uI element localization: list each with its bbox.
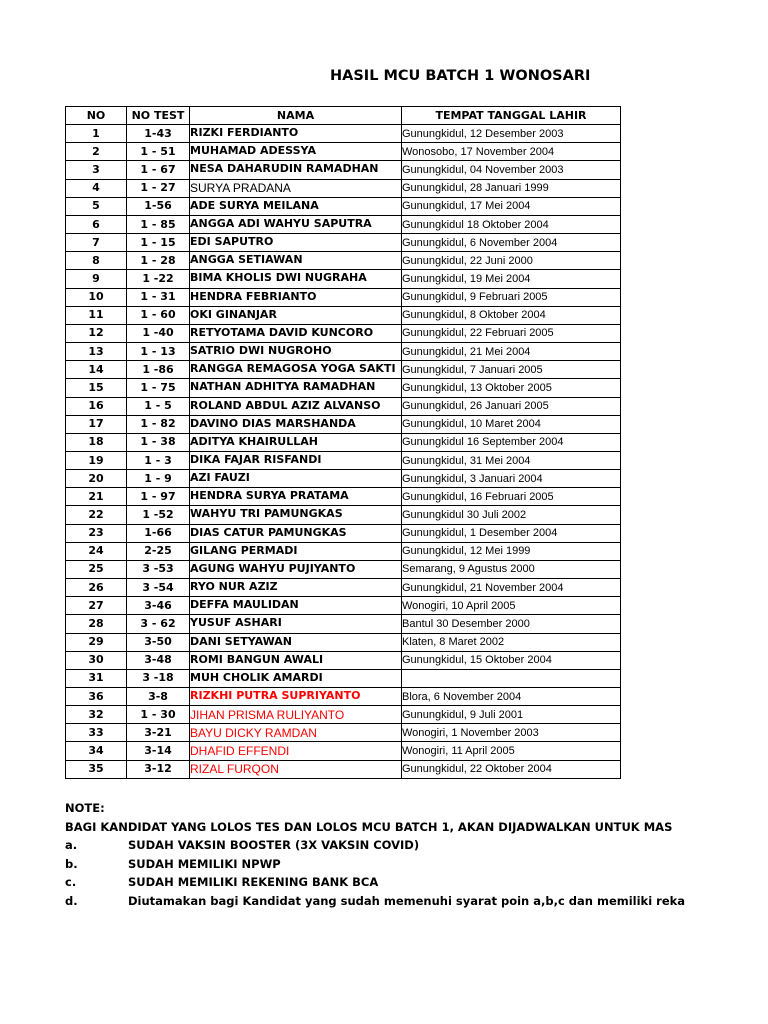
row-name: DEFFA MAULIDAN: [190, 597, 402, 615]
note-item-text: SUDAH VAKSIN BOOSTER (3X VAKSIN COVID): [128, 838, 420, 852]
row-name: ADITYA KHAIRULLAH: [190, 433, 402, 451]
row-no-test: 1 - 51: [127, 143, 190, 161]
row-name: RIZAL FURQON: [190, 760, 402, 778]
row-birth-place-date: Gunungkidul, 12 Desember 2003: [402, 125, 621, 143]
table-row: [66, 433, 621, 451]
table-row: [66, 397, 621, 415]
table-row: [66, 651, 621, 669]
row-name: RIZKI FERDIANTO: [190, 125, 402, 143]
note-item: [65, 873, 768, 892]
row-no: 2: [66, 143, 127, 161]
row-name: MUHAMAD ADESSYA: [190, 143, 402, 161]
row-no: 17: [66, 415, 127, 433]
row-no-test: 3 -53: [127, 560, 190, 578]
row-no: 5: [66, 197, 127, 215]
table-row: [66, 488, 621, 506]
row-name: DIAS CATUR PAMUNGKAS: [190, 524, 402, 542]
row-birth-place-date: Semarang, 9 Agustus 2000: [402, 560, 621, 578]
header-no-test: NO TEST: [127, 107, 190, 125]
row-no: 30: [66, 651, 127, 669]
row-no: 27: [66, 597, 127, 615]
row-no: 24: [66, 542, 127, 560]
table-header-row: [66, 107, 621, 125]
row-name: HENDRA SURYA PRATAMA: [190, 488, 402, 506]
row-birth-place-date: Wonogiri, 11 April 2005: [402, 742, 621, 760]
row-birth-place-date: Gunungkidul, 21 Mei 2004: [402, 343, 621, 361]
row-name: ANGGA ADI WAHYU SAPUTRA: [190, 215, 402, 233]
table-row: [66, 306, 621, 324]
row-birth-place-date: Gunungkidul, 31 Mei 2004: [402, 451, 621, 469]
row-no-test: 1 -40: [127, 324, 190, 342]
row-no: 18: [66, 433, 127, 451]
row-no: 11: [66, 306, 127, 324]
row-no: 25: [66, 560, 127, 578]
note-item-letter: c.: [65, 875, 77, 889]
notes-list: [65, 836, 768, 910]
row-no-test: 1-43: [127, 125, 190, 143]
row-birth-place-date: Gunungkidul, 22 Oktober 2004: [402, 760, 621, 778]
row-birth-place-date: Blora, 6 November 2004: [402, 688, 621, 706]
row-no: 23: [66, 524, 127, 542]
row-no: 1: [66, 125, 127, 143]
row-name: RETYOTAMA DAVID KUNCORO: [190, 324, 402, 342]
notes-heading: NOTE:: [65, 801, 105, 815]
table-row: [66, 234, 621, 252]
row-birth-place-date: Gunungkidul, 1 Desember 2004: [402, 524, 621, 542]
table-row: [66, 742, 621, 760]
row-birth-place-date: Gunungkidul, 16 Februari 2005: [402, 488, 621, 506]
row-no: 6: [66, 215, 127, 233]
table-row: [66, 633, 621, 651]
row-birth-place-date: Gunungkidul, 12 Mei 1999: [402, 542, 621, 560]
row-birth-place-date: Gunungkidul 18 Oktober 2004: [402, 215, 621, 233]
row-no-test: 1 -22: [127, 270, 190, 288]
row-name: EDI SAPUTRO: [190, 234, 402, 252]
row-name: DHAFID EFFENDI: [190, 742, 402, 760]
row-no: 9: [66, 270, 127, 288]
row-no: 29: [66, 633, 127, 651]
row-name: ADE SURYA MEILANA: [190, 197, 402, 215]
table-row: [66, 560, 621, 578]
row-no-test: 1 -52: [127, 506, 190, 524]
row-name: DAVINO DIAS MARSHANDA: [190, 415, 402, 433]
table-row: [66, 760, 621, 778]
row-no-test: 3-12: [127, 760, 190, 778]
row-birth-place-date: Gunungkidul, 22 Juni 2000: [402, 252, 621, 270]
row-no-test: 1 - 85: [127, 215, 190, 233]
row-no: 22: [66, 506, 127, 524]
table-row: [66, 324, 621, 342]
table-row: [66, 288, 621, 306]
notes-section: [65, 799, 768, 910]
note-item-letter: b.: [65, 856, 78, 871]
header-no: NO: [66, 107, 127, 125]
table-row: [66, 125, 621, 143]
row-no: 10: [66, 288, 127, 306]
row-birth-place-date: Gunungkidul, 13 Oktober 2005: [402, 379, 621, 397]
row-name: RYO NUR AZIZ: [190, 579, 402, 597]
table-row: [66, 542, 621, 560]
note-item-text: Diutamakan bagi Kandidat yang sudah memenuhi syarat poin a,b,c dan memiliki reka: [128, 893, 686, 908]
row-no-test: 3-46: [127, 597, 190, 615]
table-row: [66, 724, 621, 742]
note-item: [65, 836, 768, 855]
table-row: [66, 143, 621, 161]
row-name: ROMI BANGUN AWALI: [190, 651, 402, 669]
note-item-text: SUDAH MEMILIKI REKENING BANK BCA: [128, 875, 379, 889]
table-row: [66, 161, 621, 179]
mcu-results-table: [65, 106, 621, 779]
row-no: 8: [66, 252, 127, 270]
row-no-test: 1 - 31: [127, 288, 190, 306]
table-row: [66, 669, 621, 687]
row-birth-place-date: Gunungkidul, 22 Februari 2005: [402, 324, 621, 342]
table-row: [66, 197, 621, 215]
note-item-text: SUDAH MEMILIKI NPWP: [128, 856, 281, 871]
row-no-test: 1 - 13: [127, 343, 190, 361]
row-no: 7: [66, 234, 127, 252]
row-no-test: 3-48: [127, 651, 190, 669]
row-no: 14: [66, 361, 127, 379]
row-birth-place-date: Gunungkidul, 19 Mei 2004: [402, 270, 621, 288]
row-no: 4: [66, 179, 127, 197]
row-no: 35: [66, 760, 127, 778]
row-no: 3: [66, 161, 127, 179]
row-no-test: 3-21: [127, 724, 190, 742]
row-name: DANI SETYAWAN: [190, 633, 402, 651]
table-row: [66, 379, 621, 397]
row-name: WAHYU TRI PAMUNGKAS: [190, 506, 402, 524]
row-no-test: 2-25: [127, 542, 190, 560]
row-birth-place-date: Gunungkidul, 15 Oktober 2004: [402, 651, 621, 669]
row-birth-place-date: Gunungkidul, 6 November 2004: [402, 234, 621, 252]
note-item-letter: d.: [65, 893, 78, 908]
row-birth-place-date: Gunungkidul 16 September 2004: [402, 433, 621, 451]
table-row: [66, 524, 621, 542]
row-no-test: 1 - 38: [127, 433, 190, 451]
table-row: [66, 579, 621, 597]
row-name: MUH CHOLIK AMARDI: [190, 669, 402, 687]
row-no-test: 3 -18: [127, 669, 190, 687]
row-no: 13: [66, 343, 127, 361]
row-name: DIKA FAJAR RISFANDI: [190, 451, 402, 469]
row-name: OKI GINANJAR: [190, 306, 402, 324]
table-row: [66, 270, 621, 288]
row-no-test: 3-14: [127, 742, 190, 760]
row-birth-place-date: Gunungkidul, 7 Januari 2005: [402, 361, 621, 379]
table-row: [66, 361, 621, 379]
table-row: [66, 252, 621, 270]
table-row: [66, 343, 621, 361]
row-birth-place-date: Gunungkidul, 17 Mei 2004: [402, 197, 621, 215]
row-birth-place-date: Gunungkidul, 04 November 2003: [402, 161, 621, 179]
table-row: [66, 506, 621, 524]
row-name: ROLAND ABDUL AZIZ ALVANSO: [190, 397, 402, 415]
row-birth-place-date: Gunungkidul 30 Juli 2002: [402, 506, 621, 524]
row-no: 19: [66, 451, 127, 469]
row-no-test: 1 - 97: [127, 488, 190, 506]
row-name: GILANG PERMADI: [190, 542, 402, 560]
table-row: [66, 615, 621, 633]
row-birth-place-date: Gunungkidul, 26 Januari 2005: [402, 397, 621, 415]
table-row: [66, 688, 621, 706]
row-name: YUSUF ASHARI: [190, 615, 402, 633]
row-no: 34: [66, 742, 127, 760]
row-no-test: 1 - 3: [127, 451, 190, 469]
row-birth-place-date: [402, 669, 621, 687]
row-no: 31: [66, 669, 127, 687]
row-birth-place-date: Gunungkidul, 10 Maret 2004: [402, 415, 621, 433]
row-name: RANGGA REMAGOSA YOGA SAKTI: [190, 361, 402, 379]
row-name: RIZKHI PUTRA SUPRIYANTO: [190, 688, 402, 706]
document-title: HASIL MCU BATCH 1 WONOSARI: [330, 68, 591, 84]
row-name: BAYU DICKY RAMDAN: [190, 724, 402, 742]
table-row: [66, 597, 621, 615]
row-name: NATHAN ADHITYA RAMADHAN: [190, 379, 402, 397]
row-no: 16: [66, 397, 127, 415]
row-name: SURYA PRADANA: [190, 179, 402, 197]
row-no-test: 1 - 27: [127, 179, 190, 197]
row-no-test: 1 - 67: [127, 161, 190, 179]
row-birth-place-date: Wonogiri, 1 November 2003: [402, 724, 621, 742]
row-no: 15: [66, 379, 127, 397]
row-no: 20: [66, 470, 127, 488]
row-no-test: 3 - 62: [127, 615, 190, 633]
row-no-test: 1 - 75: [127, 379, 190, 397]
notes-intro: BAGI KANDIDAT YANG LOLOS TES DAN LOLOS MCU BATCH 1, AKAN DIJADWALKAN UNTUK MAS: [65, 819, 673, 834]
row-name: HENDRA FEBRIANTO: [190, 288, 402, 306]
row-no: 32: [66, 706, 127, 724]
table-row: [66, 179, 621, 197]
table-row: [66, 415, 621, 433]
row-birth-place-date: Gunungkidul, 3 Januari 2004: [402, 470, 621, 488]
note-item: [65, 892, 768, 911]
row-no: 33: [66, 724, 127, 742]
row-name: AGUNG WAHYU PUJIYANTO: [190, 560, 402, 578]
row-no: 26: [66, 579, 127, 597]
note-item-letter: a.: [65, 838, 78, 852]
row-no-test: 1 - 30: [127, 706, 190, 724]
row-no-test: 1 - 82: [127, 415, 190, 433]
row-no-test: 1 - 15: [127, 234, 190, 252]
row-no-test: 3 -54: [127, 579, 190, 597]
row-no-test: 1 - 9: [127, 470, 190, 488]
row-birth-place-date: Gunungkidul, 28 Januari 1999: [402, 179, 621, 197]
row-no-test: 1-56: [127, 197, 190, 215]
row-birth-place-date: Wonogiri, 10 April 2005: [402, 597, 621, 615]
row-birth-place-date: Klaten, 8 Maret 2002: [402, 633, 621, 651]
row-name: SATRIO DWI NUGROHO: [190, 343, 402, 361]
row-no-test: 1 -86: [127, 361, 190, 379]
row-no-test: 1 - 28: [127, 252, 190, 270]
row-no: 28: [66, 615, 127, 633]
row-birth-place-date: Gunungkidul, 21 November 2004: [402, 579, 621, 597]
row-no: 21: [66, 488, 127, 506]
table-body: [66, 125, 621, 779]
row-no: 12: [66, 324, 127, 342]
row-birth-place-date: Gunungkidul, 9 Juli 2001: [402, 706, 621, 724]
row-name: ANGGA SETIAWAN: [190, 252, 402, 270]
header-tempat-tanggal-lahir: TEMPAT TANGGAL LAHIR: [402, 107, 621, 125]
row-no-test: 1-66: [127, 524, 190, 542]
row-no: 36: [66, 688, 127, 706]
row-name: BIMA KHOLIS DWI NUGRAHA: [190, 270, 402, 288]
row-no-test: 1 - 60: [127, 306, 190, 324]
table-row: [66, 215, 621, 233]
row-no-test: 3-50: [127, 633, 190, 651]
row-no-test: 1 - 5: [127, 397, 190, 415]
row-birth-place-date: Bantul 30 Desember 2000: [402, 615, 621, 633]
row-name: JIHAN PRISMA RULIYANTO: [190, 706, 402, 724]
row-birth-place-date: Wonosobo, 17 November 2004: [402, 143, 621, 161]
row-name: AZI FAUZI: [190, 470, 402, 488]
header-nama: NAMA: [190, 107, 402, 125]
row-name: NESA DAHARUDIN RAMADHAN: [190, 161, 402, 179]
row-no-test: 3-8: [127, 688, 190, 706]
table-row: [66, 706, 621, 724]
table-row: [66, 470, 621, 488]
row-birth-place-date: Gunungkidul, 8 Oktober 2004: [402, 306, 621, 324]
row-birth-place-date: Gunungkidul, 9 Februari 2005: [402, 288, 621, 306]
note-item: [65, 855, 768, 874]
table-row: [66, 451, 621, 469]
